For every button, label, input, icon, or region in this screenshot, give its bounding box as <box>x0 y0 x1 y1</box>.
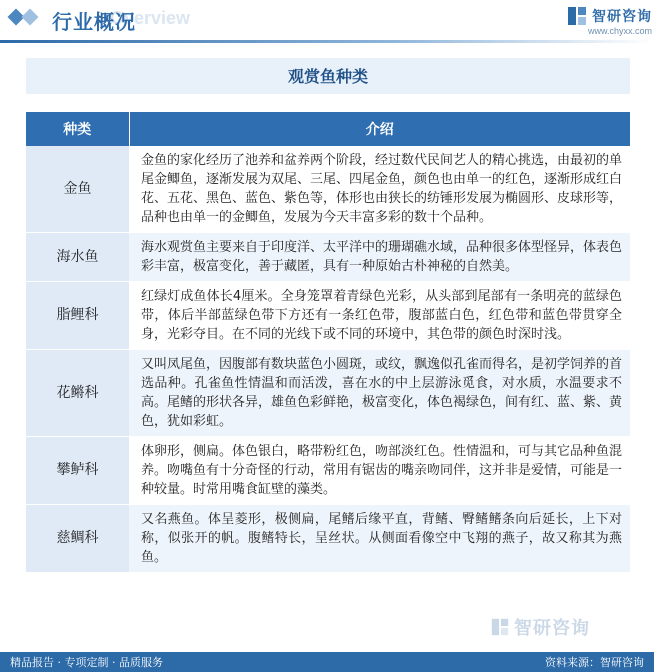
table-row <box>26 505 630 573</box>
species-description: 又名燕鱼。体呈菱形，极侧扁，尾鳍后缘平直，背鳍、臀鳍鳍条向后延长，上下对称，似张开的帆。腹鳍特长，呈丝状。从侧面看像空中飞翔的燕子，故又称其为燕鱼。 <box>129 505 630 573</box>
watermark <box>490 614 590 640</box>
page-footer <box>0 652 654 672</box>
watermark-text: 智研咨询 <box>514 618 590 639</box>
species-description: 体卵形，侧扁。体色银白，略带粉红色，吻部淡红色。性情温和，可与其它品种鱼混养。吻嘴鱼有十分奇怪的行动，常用有锯齿的嘴亲吻同伴，这并非是爱情，可能是一种较量。时常用嘴食缸壁的藻类。 <box>129 437 630 505</box>
footer-source: 资料来源：智研咨询 <box>545 656 644 669</box>
table-row <box>26 146 630 233</box>
species-name: 脂鲤科 <box>26 282 129 350</box>
page-title: 行业概况 <box>52 10 136 34</box>
table-row <box>26 437 630 505</box>
footer-slogan: 精品报告 · 专项定制 · 品质服务 <box>10 656 163 669</box>
logo-name: 智研咨询 <box>592 9 652 25</box>
species-name: 花鳉科 <box>26 350 129 437</box>
watermark-logo-icon <box>490 617 510 637</box>
species-description: 海水观赏鱼主要来自于印度洋、太平洋中的珊瑚礁水域，品种很多体型怪异，体表色彩丰富，极富变化，善于藏匿，具有一种原始古朴神秘的自然美。 <box>129 233 630 282</box>
species-description: 又叫凤尾鱼，因腹部有数块蓝色小圆斑，或纹，飘逸似孔雀而得名，是初学饲养的首选品种。孔雀鱼性情温和而活泼，喜在水的中上层游泳觅食，对水质，水温要求不高。尾鳍的形状各异，雄鱼色彩鲜艳，极富变化，体色褐绿色，间有红、蓝、紫、黄色，犹如彩虹。 <box>129 350 630 437</box>
species-description: 金鱼的家化经历了池养和盆养两个阶段，经过数代民间艺人的精心挑选，由最初的单尾金鲫鱼，逐渐发展为双尾、三尾、四尾金鱼，颜色也由单一的红色，逐渐形成红白花、五花、黑色、蓝色、紫色等，体形也由狭长的纺锤形发展为椭圆形、皮球形等，品种也由单一的金鲫鱼，发展为今天丰富多彩的数十个品种。 <box>129 146 630 233</box>
column-header-desc: 介绍 <box>129 112 630 146</box>
species-name: 攀鲈科 <box>26 437 129 505</box>
header-diamond-icon <box>10 11 36 23</box>
species-name: 慈鲷科 <box>26 505 129 573</box>
table-title: 观赏鱼种类 <box>287 67 368 86</box>
species-name: 海水鱼 <box>26 233 129 282</box>
brand-logo <box>566 5 652 27</box>
fish-species-table <box>26 112 630 573</box>
column-header-kind: 种类 <box>26 112 129 146</box>
species-description: 红绿灯成鱼体长4厘米。全身笼罩着青绿色光彩，从头部到尾部有一条明亮的蓝绿色带，体后半部蓝绿色带下方还有一条红色带，腹部蓝白色，红色带和蓝色带贯穿全身，光彩夺目。在不同的光线下或不同的环境中，其色带的颜色时深时浅。 <box>129 282 630 350</box>
species-name: 金鱼 <box>26 146 129 233</box>
table-row <box>26 233 630 282</box>
header-divider <box>0 40 654 43</box>
table-row <box>26 282 630 350</box>
table-header-row <box>26 112 630 146</box>
table-row <box>26 350 630 437</box>
logo-icon <box>566 5 588 27</box>
logo-url: www.chyxx.com <box>588 26 653 36</box>
header-ghost-text: Overview <box>110 8 191 28</box>
page-header <box>0 0 654 40</box>
